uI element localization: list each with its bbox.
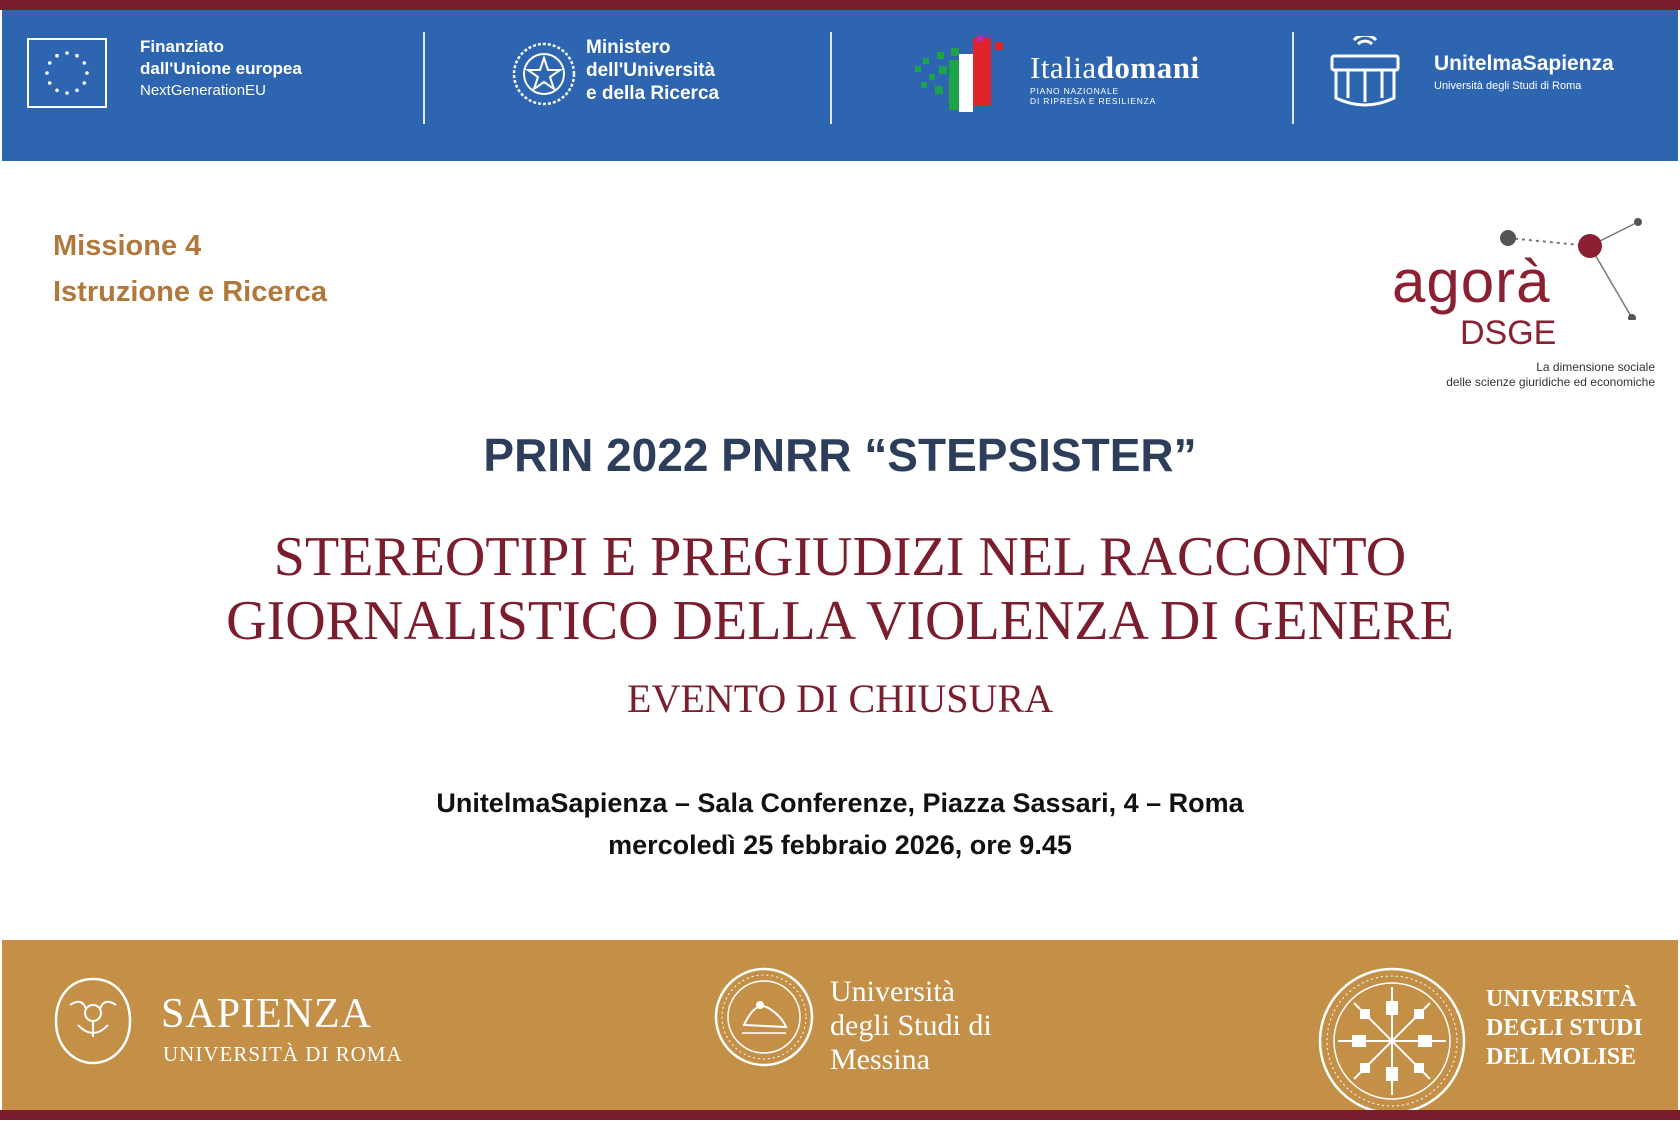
top-border-stripe (0, 0, 1680, 10)
italiadomani-name-b: domani (1096, 50, 1200, 85)
unitelma-emblem-icon (1328, 36, 1402, 117)
eu-line1: Finanziato (140, 37, 225, 56)
agora-tag1: La dimensione sociale (1536, 360, 1655, 374)
event-date: mercoledì 25 febbraio 2026, ore 9.45 (608, 830, 1072, 860)
agora-word: agorà (1392, 248, 1551, 315)
italiadomani-logo (1030, 50, 1200, 106)
mission-line2: Istruzione e Ricerca (53, 276, 327, 308)
sapienza-name: SAPIENZA (161, 991, 373, 1037)
messina-name (830, 975, 992, 1077)
mur-line2: dell'Università (586, 60, 716, 81)
molise-line1: UNIVERSITÀ (1486, 986, 1637, 1012)
molise-line3: DEL MOLISE (1486, 1044, 1637, 1070)
mission-label (53, 223, 327, 315)
event-title-line2: GIORNALISTICO DELLA VIOLENZA DI GENERE (226, 590, 1454, 652)
banner-divider (830, 32, 832, 124)
event-venue: UnitelmaSapienza – Sala Conferenze, Piazza Sassari, 4 – Roma (436, 788, 1244, 818)
event-subtitle: EVENTO DI CHIUSURA (627, 676, 1053, 721)
molise-line2: DEGLI STUDI (1486, 1015, 1643, 1041)
eu-funding-logo (140, 36, 302, 102)
messina-line2: degli Studi di (830, 1009, 992, 1042)
eu-line2: dall'Unione europea (140, 59, 302, 78)
mur-line3: e della Ricerca (586, 83, 720, 104)
event-title (0, 525, 1680, 653)
mur-line1: Ministero (586, 37, 671, 58)
sapienza-seal-icon (52, 975, 134, 1072)
molise-seal-icon (1316, 965, 1468, 1122)
unitelma-name: UnitelmaSapienza (1434, 52, 1614, 75)
agora-dsge-logo (1380, 200, 1660, 395)
mission-line1: Missione 4 (53, 230, 202, 262)
project-heading: PRIN 2022 PNRR “STEPSISTER” (483, 429, 1197, 481)
event-details (0, 782, 1680, 866)
italiadomani-sub1: PIANO NAZIONALE (1030, 86, 1119, 96)
italiadomani-sub2: DI RIPRESA E RESILIENZA (1030, 96, 1157, 106)
event-title-line1: STEREOTIPI E PREGIUDIZI NEL RACCONTO (273, 526, 1407, 588)
italia-flag-icon (915, 36, 1019, 119)
banner-divider (1292, 32, 1294, 124)
republic-emblem-icon (510, 40, 578, 113)
italiadomani-name-a: Italia (1030, 50, 1097, 85)
unitelma-logo (1434, 52, 1614, 92)
agora-acronym: DSGE (1460, 314, 1557, 352)
messina-seal-icon (712, 965, 816, 1074)
banner-divider (423, 32, 425, 124)
messina-line3: Messina (830, 1043, 930, 1076)
unitelma-sub: Università degli Studi di Roma (1434, 80, 1582, 92)
bottom-border-stripe (0, 1110, 1680, 1120)
molise-name (1486, 985, 1643, 1072)
messina-line1: Università (830, 975, 955, 1008)
sapienza-sub: UNIVERSITÀ DI ROMA (163, 1042, 403, 1066)
eu-flag-icon (27, 38, 107, 108)
eu-line3: NextGenerationEU (140, 82, 266, 99)
agora-tag2: delle scienze giuridiche ed economiche (1446, 375, 1655, 389)
ministry-logo (586, 36, 719, 105)
agora-tagline (1390, 360, 1655, 390)
